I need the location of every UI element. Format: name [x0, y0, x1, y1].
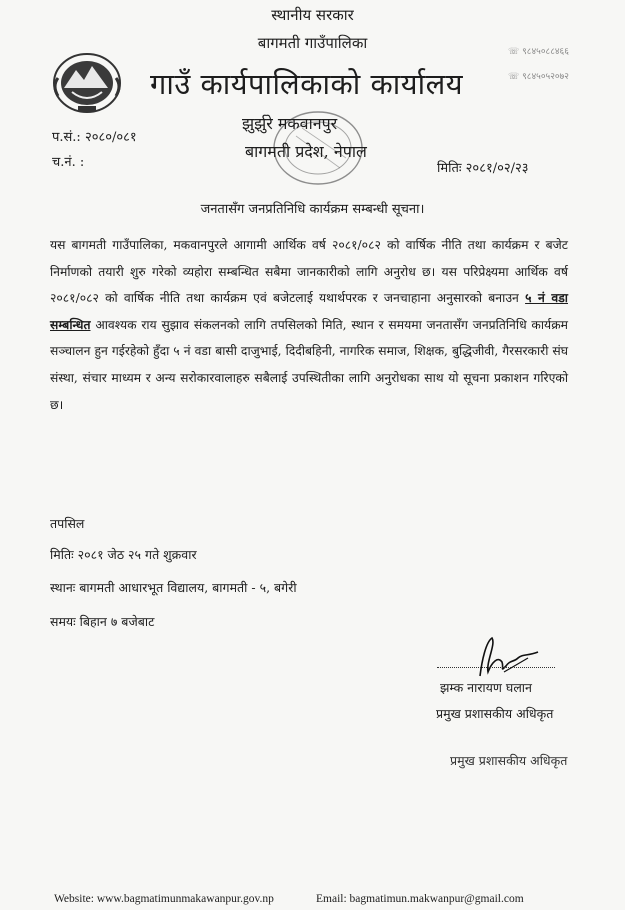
letter-date: मितिः २०८१/०२/२३: [437, 161, 529, 176]
details-heading: तपसिल: [50, 516, 85, 531]
notice-body: [50, 232, 568, 418]
signature-line: [437, 667, 555, 668]
handwritten-signature-icon: [458, 632, 544, 684]
signer-designation: प्रमुख प्रशासकीय अधिकृत: [436, 706, 554, 721]
event-place: स्थानः बागमती आधारभूत विद्यालय, बागमती - ५, बगेरी: [50, 580, 297, 595]
phone-number: ☏ ९८४५०५२०७२: [508, 72, 569, 82]
header-local-government: स्थानीय सरकार: [271, 6, 354, 24]
signer-name: झम्क नारायण घलान: [440, 680, 532, 695]
event-time: समयः बिहान ७ बजेबाट: [50, 614, 155, 629]
office-address-line2: बागमती प्रदेश, नेपाल: [245, 142, 367, 161]
ward-highlight: ५ नं वडा सम्बन्धित: [50, 290, 568, 332]
nepal-emblem-icon: [52, 48, 122, 114]
footer-website: Website: www.bagmatimunmakawanpur.gov.np: [54, 893, 274, 905]
signer-designation-stamp: प्रमुख प्रशासकीय अधिकृत: [450, 753, 568, 768]
event-date: मितिः २०८१ जेठ २५ गते शुक्रवार: [50, 547, 197, 562]
phone-number: ☏ ९८४५०८८४६६: [508, 47, 569, 57]
footer-email: Email: bagmatimun.makwanpur@gmail.com: [316, 893, 524, 905]
office-title: गाउँ कार्यपालिकाको कार्यालय: [150, 67, 464, 101]
office-address-line1: झुर्झुरे मकवानपुर: [242, 114, 338, 133]
notice-body-text: यस बागमती गाउँपालिका, मकवानपुरले आगामी आर्थिक वर्ष २०८१/०८२ को वार्षिक नीति तथा कार्यक्रम र बजेट निर्माणको तयारी शुरु गरेको व्यहोरा सम्बन्धित सबैमा जानकारीको लागि अनुरोध छ। यस परिप्रेक्ष्यमा आर्थिक वर्ष २०८१/०८२ को वार्षिक नीति तथा कार्यक्रम एवं बजेटलाई यथार्थपरक र जनचाहाना अनुसारको बनाउन: [50, 238, 568, 306]
dispatch-number: च.नं. :: [52, 155, 85, 170]
header-municipality-name: बागमती गाउँपालिका: [257, 34, 368, 52]
notice-subject: जनतासँग जनप्रतिनिधि कार्यक्रम सम्बन्धी सूचना।: [200, 202, 425, 217]
reference-number: प.सं.: २०८०/०८१: [52, 130, 137, 145]
notice-body-text: आवश्यक राय सुझाव संकलनको लागि तपसिलको मिति, स्थान र समयमा जनतासँग जनप्रतिनिधि कार्यक्रम सञ्चालन हुन गईरहेको हुँदा ५ नं वडा बासी दाजुभाई, दिदीबहिनी, नागरिक समाज, शिक्षक, बुद्धिजीवी, गैरसरकारी संघ संस्था, संचार माध्यम र अन्य सरोकारवालाहरु सबैलाई उपस्थितीका लागि अनुरोधका साथ यो सूचना प्रकाशन गरिएको छ।: [50, 317, 568, 412]
